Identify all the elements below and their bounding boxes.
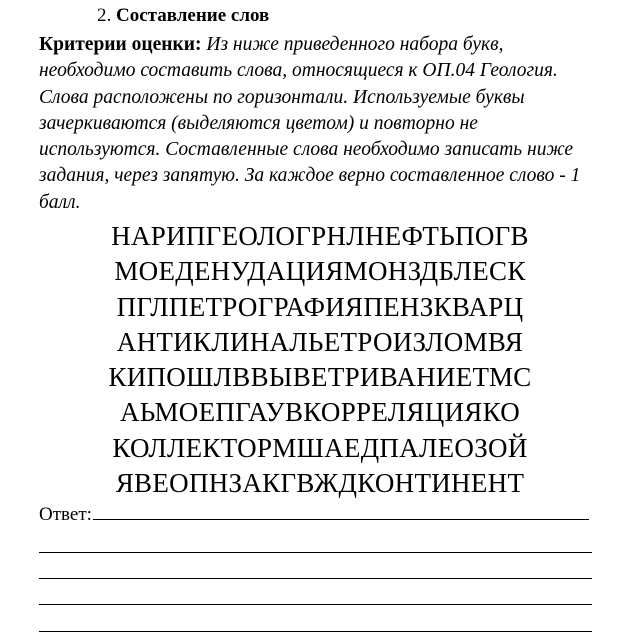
letter-grid-row: КИПОШЛВВЫВЕТРИВАНИЕТМС bbox=[108, 362, 532, 393]
letter-grid-row: ПГЛПЕТРОГРАФИЯПЕНЗКВАРЦ bbox=[116, 291, 524, 322]
task-title: Составление слов bbox=[116, 5, 270, 26]
criteria-label: Критерии оценки: bbox=[39, 34, 202, 55]
answer-blank-line bbox=[39, 604, 592, 605]
letter-grid-row: НАРИПГЕОЛОГРНЛНЕФТЬПОГВ bbox=[111, 221, 529, 251]
letter-grid-row: КОЛЛЕКТОРМШАЕДПАЛЕОЗОЙ bbox=[112, 432, 528, 463]
letter-grid-row: АЬМОЕПГАУВКОРРЕЛЯЦИЯКО bbox=[119, 397, 521, 428]
answer-blank-line bbox=[93, 518, 589, 520]
letter-grid bbox=[0, 219, 640, 501]
letter-grid-row: МОЕДЕНУДАЦИЯМОНЗДБЛЕСК bbox=[114, 256, 526, 287]
answer-label: Ответ: bbox=[39, 504, 92, 525]
answer-first-line bbox=[39, 503, 589, 527]
answer-blank-line bbox=[39, 578, 592, 579]
letter-grid-row: АНТИКЛИНАЛЬЕТРОИЗЛОМВЯ bbox=[116, 326, 524, 357]
answer-blank-line bbox=[39, 631, 592, 632]
task-number: 2. bbox=[97, 5, 112, 26]
criteria-paragraph bbox=[39, 32, 599, 216]
answer-blank-line bbox=[39, 552, 592, 553]
letter-grid-row: ЯВЕОПНЗАКГВЖДКОНТИНЕНТ bbox=[115, 468, 525, 499]
criteria-text: Из ниже приведенного набора букв, необходимо составить слова, относящиеся к ОП.04 Геология. Слова расположены по горизонтали. Используемые буквы зачеркиваются (выделяются цветом) и повторно не используются. Составленные слова необходимо записать ниже задания, через запятую. За каждое верно составленное слово - 1 балл. bbox=[39, 34, 581, 213]
task-heading bbox=[97, 5, 269, 27]
